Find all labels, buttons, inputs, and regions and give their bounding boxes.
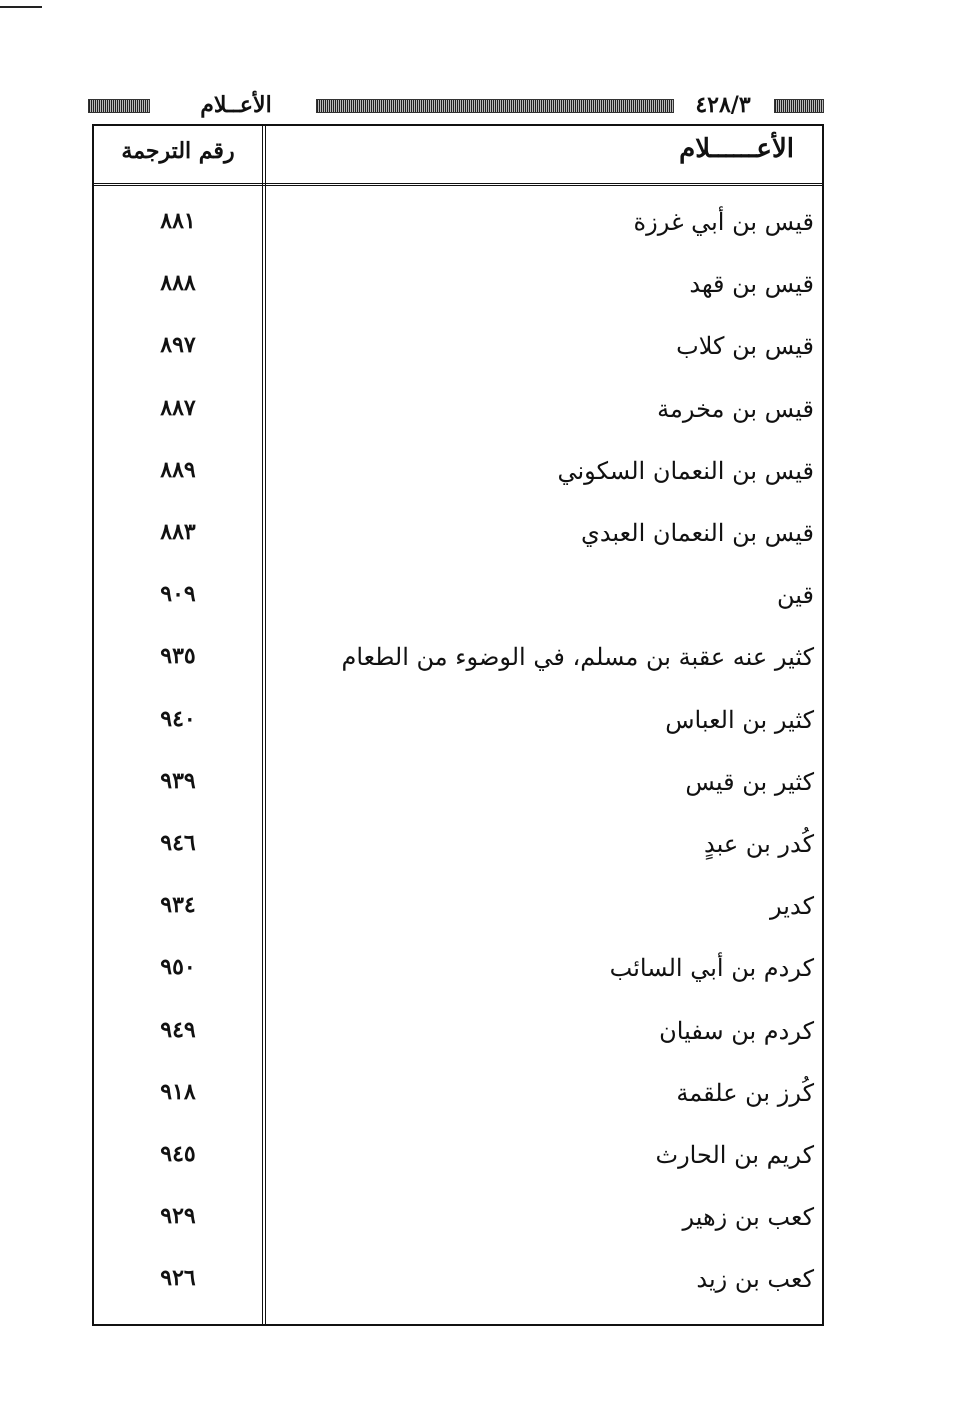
table-row [94, 256, 822, 318]
entry-number: ٩٤٩ [160, 1016, 196, 1043]
table-row [94, 1127, 822, 1189]
names-index-table [92, 124, 824, 1326]
table-row [94, 754, 822, 816]
entry-name: كعب بن زيد [696, 1265, 814, 1294]
entry-number: ٩٣٩ [160, 767, 196, 794]
entry-number: ٩٥٠ [160, 954, 196, 981]
running-title: الأعــلام [200, 92, 272, 118]
entry-name: قين [777, 581, 814, 610]
entry-number: ٩١٨ [160, 1078, 196, 1105]
entry-name: قيس بن كلاب [676, 332, 814, 361]
entry-number: ٩٢٦ [160, 1265, 196, 1292]
entry-name: كردم بن أبي السائب [609, 954, 814, 983]
header-ornament-middle [316, 99, 674, 113]
entry-number: ٨٨٣ [160, 519, 196, 545]
table-row [94, 1003, 822, 1065]
header-ornament-right [774, 99, 824, 113]
column-header-entry-number: رقم الترجمة [121, 138, 235, 164]
entry-name: كثير بن العباس [665, 705, 814, 734]
table-row [94, 443, 822, 505]
entry-number: ٨٩٧ [160, 332, 196, 359]
table-header-row [94, 126, 822, 186]
column-header-names: الأعــــــلام [679, 134, 794, 164]
table-row [94, 629, 822, 691]
entry-number: ٩٢٩ [160, 1203, 196, 1230]
corner-rule [0, 6, 42, 8]
table-row [94, 318, 822, 380]
table-row [94, 940, 822, 1002]
entry-number: ٩٣٤ [160, 892, 196, 919]
running-header [88, 92, 824, 118]
entry-name: كدير [770, 892, 814, 921]
table-row [94, 878, 822, 940]
entry-name: كثير بن قيس [685, 767, 814, 796]
entry-number: ٩٤٥ [160, 1141, 196, 1167]
entry-name: قيس بن مخرمة [657, 394, 814, 423]
table-row [94, 1251, 822, 1313]
entry-number: ٩٤٠ [160, 705, 196, 732]
entry-name: كعب بن زهير [682, 1203, 814, 1232]
entry-name: كُرز بن علقمة [676, 1078, 814, 1107]
page-number: ٤٢٨/٣ [695, 92, 751, 118]
entry-number: ٨٨٩ [160, 456, 196, 483]
table-row [94, 816, 822, 878]
entry-name: قيس بن أبي غرزة [633, 208, 814, 236]
table-row [94, 1189, 822, 1251]
entry-name: كردم بن سفيان [659, 1016, 814, 1045]
entry-name: قيس بن النعمان العبدي [581, 519, 814, 547]
table-row [94, 194, 822, 256]
entry-name: كُدر بن عبدٍ [704, 830, 814, 858]
table-row [94, 692, 822, 754]
entry-name: كريم بن الحارث [655, 1141, 814, 1169]
entry-number: ٨٨٨ [160, 270, 196, 297]
table-row [94, 567, 822, 629]
table-row [94, 381, 822, 443]
entry-number: ٩٣٥ [160, 643, 196, 670]
entry-number: ٩٤٦ [160, 830, 196, 856]
entry-number: ٩٠٩ [160, 581, 196, 608]
header-ornament-left [88, 99, 150, 113]
entry-name: كثير عنه عقبة بن مسلم، في الوضوء من الطعام [341, 643, 814, 672]
table-row [94, 1065, 822, 1127]
entry-name: قيس بن قهد [689, 270, 814, 299]
table-row [94, 505, 822, 567]
entry-name: قيس بن النعمان السكوني [557, 456, 814, 485]
entry-number: ٨٨١ [160, 208, 196, 234]
entry-number: ٨٨٧ [160, 394, 196, 421]
